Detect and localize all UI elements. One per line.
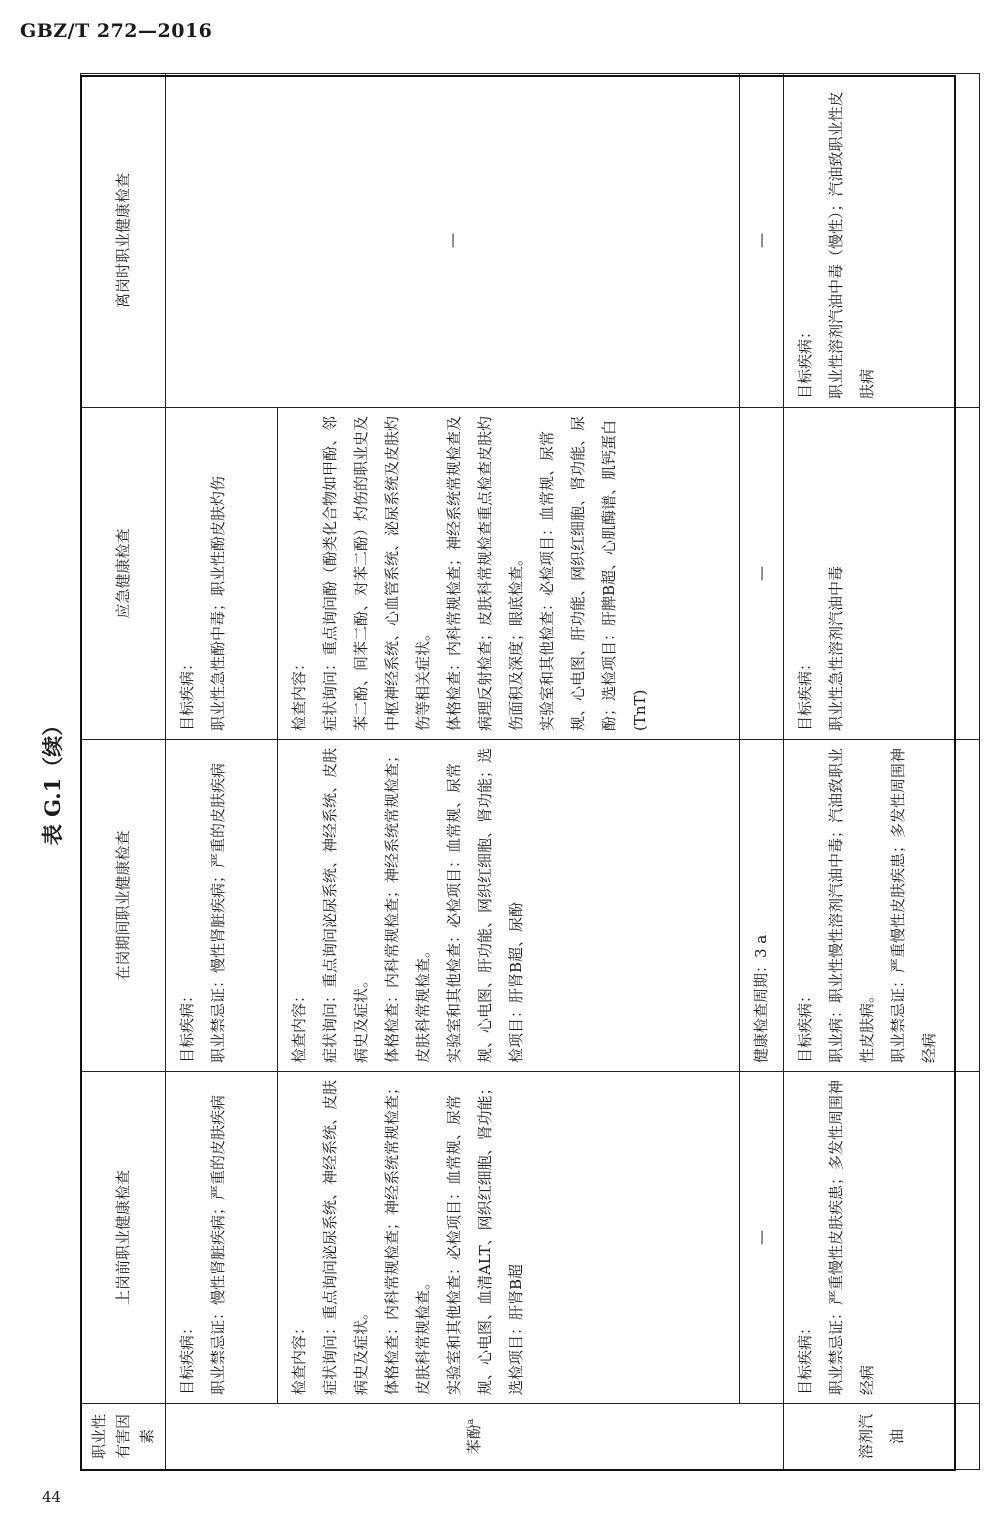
phenol-row-period — [740, 74, 784, 1470]
page-number: 44 — [42, 1488, 62, 1506]
rotated-table-container — [80, 74, 956, 1470]
col-header-factor — [81, 1404, 166, 1470]
phenol-post-dash-2: — — [740, 74, 784, 408]
phenol-during-period: 健康检查周期：3 a — [740, 740, 784, 1072]
col-header-post: 离岗时职业健康检查 — [81, 74, 166, 408]
gasoline-during: 目标疾病： 职业病：职业性慢性溶剂汽油中毒；汽油致职业性皮肤病。 职业禁忌证：严重慢性皮肤疾患；多发性周围神经病 — [784, 740, 980, 1072]
col-header-factor-line2: 有害因素 — [114, 1414, 156, 1460]
health-exam-table — [80, 73, 980, 1470]
standard-code: GBZ/T 272—2016 — [20, 20, 213, 42]
phenol-emergency-content: 检查内容： 症状询问：重点询问酚（酚类化合物如甲酚、邻苯二酚、间苯二酚、对苯二酚）灼伤的职业史及中枢神经系统、心血管系统、泌尿系统及皮肤灼伤等相关症状。 体格检查：内科常规检查；神经系统常规检查及病理反射检查；皮肤科常规检查重点检查皮肤灼伤面积及深度；眼底检查。 实验室和其他检查：必检项目：血常规、尿常规、心电图、肝功能、网织红细胞、肾功能、尿酚；选检项目：肝脾B超、心肌酶谱、肌钙蛋白(TnT) — [278, 408, 740, 740]
phenol-pre-content: 检查内容： 症状询问：重点询问泌尿系统、神经系统、皮肤病史及症状。 体格检查：内科常规检查；神经系统常规检查；皮肤科常规检查。 实验室和其他检查：必检项目：血常规、尿常规、心电图、血清ALT、网织红细胞、肾功能；选检项目：肝肾B超 — [278, 1072, 740, 1404]
col-header-emergency: 应急健康检查 — [81, 408, 166, 740]
col-header-factor-line1: 职业性 — [90, 1414, 108, 1460]
col-header-during: 在岗期间职业健康检查 — [81, 740, 166, 1072]
phenol-pre-dash: — — [740, 1072, 784, 1404]
phenol-emergency-dash: — — [740, 408, 784, 740]
phenol-row-target — [166, 74, 278, 1470]
phenol-post-dash-1: — — [166, 74, 740, 408]
phenol-during-content: 检查内容： 症状询问：重点询问泌尿系统、神经系统、皮肤病史及症状。 体格检查：内科常规检查；神经系统常规检查；皮肤科常规检查。 实验室和其他检查：必检项目：血常规、尿常规、心电图、肝功能、网织红细胞、肾功能；选检项目：肝肾B超、尿酚 — [278, 740, 740, 1072]
table-title: 表 G.1（续） — [40, 714, 65, 846]
phenol-pre-target: 目标疾病： 职业禁忌证：慢性肾脏疾病；严重的皮肤疾病 — [166, 1072, 278, 1404]
gasoline-pre: 目标疾病： 职业禁忌证：严重慢性皮肤疾患；多发性周围神经病 — [784, 1072, 980, 1404]
factor-phenol: 苯酚$^a$ — [166, 1404, 784, 1470]
phenol-during-target: 目标疾病： 职业禁忌证：慢性肾脏疾病；严重的皮肤疾病 — [166, 740, 278, 1072]
col-header-pre: 上岗前职业健康检查 — [81, 1072, 166, 1404]
phenol-emergency-target: 目标疾病： 职业性急性酚中毒；职业性酚皮肤灼伤 — [166, 408, 278, 740]
factor-gasoline: 溶剂汽油 — [784, 1404, 980, 1470]
header-row — [81, 74, 166, 1470]
gasoline-row — [784, 74, 980, 1470]
gasoline-emergency: 目标疾病： 职业性急性溶剂汽油中毒 — [784, 408, 980, 740]
gasoline-post: 目标疾病： 职业性溶剂汽油中毒（慢性）；汽油致职业性皮肤病 — [784, 74, 980, 408]
